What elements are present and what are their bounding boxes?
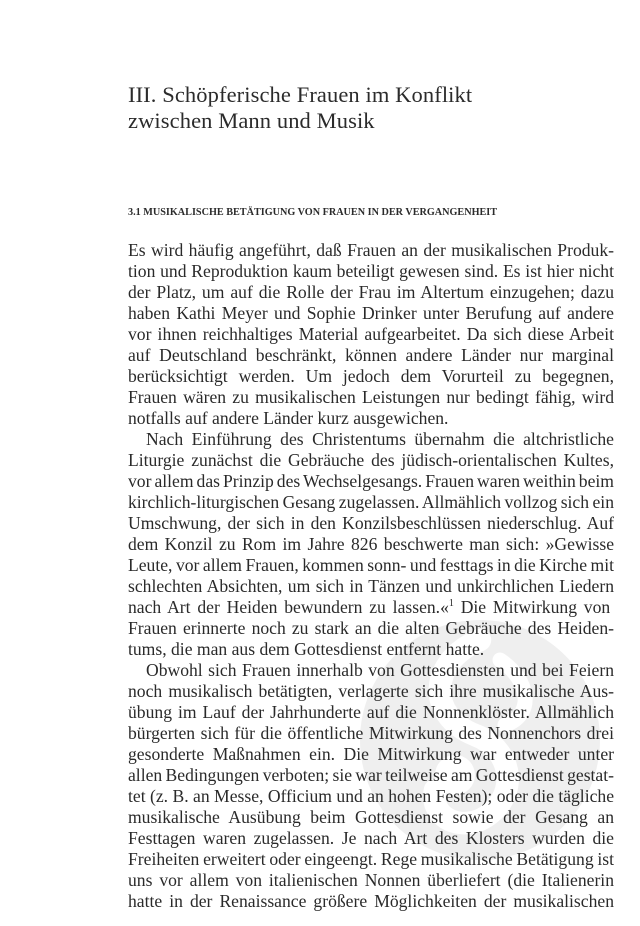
section-heading: 3.1 MUSIKALISCHE BETÄTIGUNG VON FRAUEN IN DER VERGANGENHEIT bbox=[128, 207, 498, 218]
text-line: berücksichtigt werden. Um jedoch dem Vorurteil zu begegnen, bbox=[128, 366, 614, 386]
text-line: tion und Reproduktion kaum beteiligt gewesen sind. Es ist hier nicht bbox=[128, 261, 614, 281]
text-line: musikalische Ausübung beim Gottesdienst sowie der Gesang an bbox=[128, 807, 614, 827]
text-line: Festtagen waren zugelassen. Je nach Art des Klosters wurden die bbox=[128, 828, 614, 848]
text-line: Liturgie zunächst die Gebräuche des jüdisch-orientalischen Kultes, bbox=[128, 450, 614, 470]
text-line: kirchlich-liturgischen Gesang zugelassen. Allmählich vollzog sich ein bbox=[128, 492, 614, 512]
text-line: Frauen erinnerte noch zu stark an die alten Gebräuche des Heiden- bbox=[128, 618, 614, 638]
text-line: tet (z. B. an Messe, Officium und an hohen Festen); oder die tägliche bbox=[128, 786, 614, 806]
chapter-title-line-2: zwischen Mann und Musik bbox=[128, 108, 375, 133]
text-line: Es wird häufig angeführt, daß Frauen an der musikalischen Produk- bbox=[128, 240, 614, 260]
chapter-title bbox=[128, 82, 588, 134]
text-line: vor ihnen reichhaltiges Material aufgearbeitet. Da sich diese Arbeit bbox=[128, 324, 614, 344]
body-text bbox=[128, 240, 614, 912]
text-line: bürgerten sich für die öffentliche Mitwirkung des Nonnenchors drei bbox=[128, 723, 614, 743]
paragraph-3 bbox=[128, 660, 614, 912]
text-line: uns vor allem von italienischen Nonnen überliefert (die Italienerin bbox=[128, 870, 614, 890]
text-line: Leute, vor allem Frauen, kommen sonn- und festtags in die Kirche mit bbox=[128, 555, 614, 575]
text-line: notfalls auf andere Länder kurz ausgewichen. bbox=[128, 408, 449, 428]
text-line-with-footnote bbox=[128, 597, 614, 618]
text-line: gesonderte Maßnahmen ein. Die Mitwirkung war entweder unter bbox=[128, 744, 614, 764]
text-line: übung im Lauf der Jahrhunderte auf die Nonnenklöster. Allmählich bbox=[128, 702, 614, 722]
text-line: haben Kathi Meyer und Sophie Drinker unter Berufung auf andere bbox=[128, 303, 614, 323]
text-line: vor allem das Prinzip des Wechselgesangs. Frauen waren weithin beim bbox=[128, 471, 614, 491]
text-line: allen Bedingungen verboten; sie war teilweise am Gottesdienst gestat- bbox=[128, 765, 614, 785]
text-line: Umschwung, der sich in den Konzilsbeschlüssen niederschlug. Auf bbox=[128, 513, 614, 533]
text-line: Obwohl sich Frauen innerhalb von Gottesdiensten und bei Feiern bbox=[146, 660, 614, 680]
text-line: tums, die man aus dem Gottesdienst entfernt hatte. bbox=[128, 639, 485, 659]
line-tail: Die Mitwirkung von bbox=[453, 597, 611, 617]
quote-end: nach Art der Heiden bewundern zu lassen.« bbox=[128, 597, 449, 617]
paragraph-1 bbox=[128, 240, 614, 429]
text-line: der Platz, um auf die Rolle der Frau im Altertum einzugehen; dazu bbox=[128, 282, 614, 302]
paragraph-2 bbox=[128, 429, 614, 660]
footnote-ref[interactable]: 1 bbox=[448, 598, 454, 609]
text-line: noch musikalisch betätigten, verlagerte sich ihre musikalische Aus- bbox=[128, 681, 614, 701]
text-line: Nach Einführung des Christentums übernahm die altchristliche bbox=[146, 429, 614, 449]
text-line: dem Konzil zu Rom im Jahre 826 beschwerte man sich: »Gewisse bbox=[128, 534, 614, 554]
text-line: Freiheiten erweitert oder eingeengt. Rege musikalische Betätigung ist bbox=[128, 849, 614, 869]
text-line: schlechten Absichten, um sich in Tänzen und unkirchlichen Liedern bbox=[128, 576, 614, 596]
text-line: auf Deutschland beschränkt, können andere Länder nur marginal bbox=[128, 345, 614, 365]
chapter-title-line-1: III. Schöpferische Frauen im Konflikt bbox=[128, 82, 473, 107]
text-line: Frauen wären zu musikalischen Leistungen nur bedingt fähig, wird bbox=[128, 387, 614, 407]
text-line: hatte in der Renaissance größere Möglichkeiten der musikalischen bbox=[128, 891, 614, 911]
